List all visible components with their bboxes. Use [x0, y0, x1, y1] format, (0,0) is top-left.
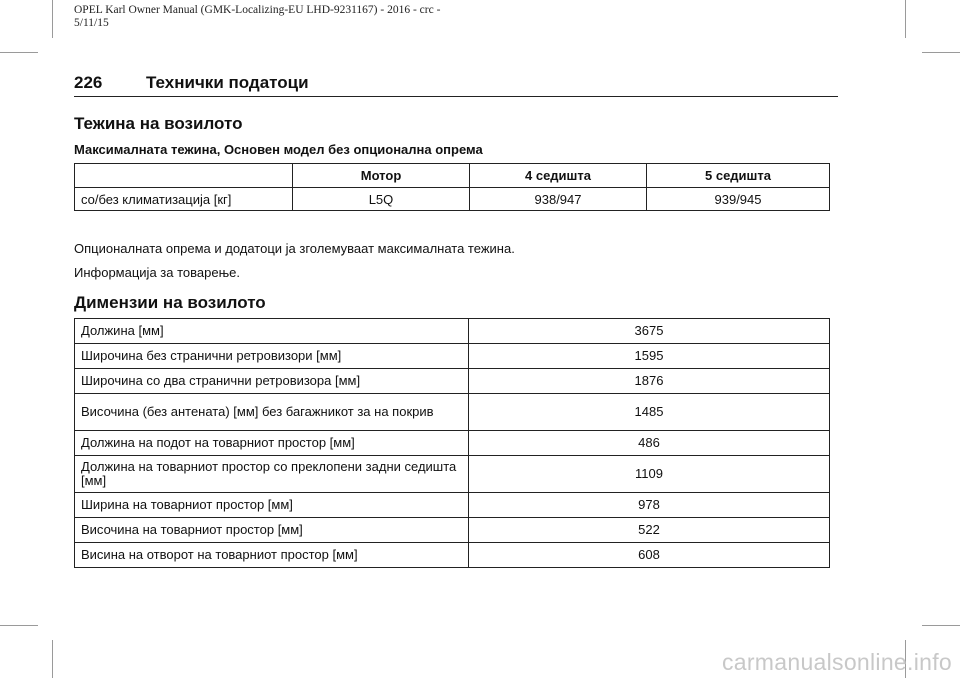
optional-equipment-note: Опционалната опрема и додатоци ја зголемуваат максималната тежина.: [74, 241, 515, 256]
crop-mark: [905, 0, 906, 38]
table-row: [75, 344, 830, 369]
dimension-value: 1876: [469, 369, 830, 394]
dimension-label: Висина на отворот на товарниот простор [мм]: [75, 543, 469, 568]
table-row: [75, 394, 830, 431]
weight-table-header-cell: [75, 164, 293, 188]
page-number: 226: [74, 73, 103, 92]
dimension-value: 1595: [469, 344, 830, 369]
dimension-label: Височина на товарниот простор [мм]: [75, 518, 469, 543]
dimensions-heading: Димензии на возилото: [74, 293, 266, 312]
table-row: [75, 319, 830, 344]
crop-mark: [922, 52, 960, 53]
dimension-value: 486: [469, 431, 830, 456]
table-row: [75, 456, 830, 493]
print-header-line-2: 5/11/15: [74, 17, 109, 29]
weight-table-header-row: [75, 164, 830, 188]
weight-table-cell: со/без климатизација [кг]: [75, 188, 293, 211]
watermark: carmanualsonline.info: [721, 649, 952, 675]
section-title: Технички податоци: [146, 73, 309, 92]
table-row: [75, 369, 830, 394]
weight-table-cell: L5Q: [293, 188, 470, 211]
print-header-note: [74, 4, 440, 30]
crop-mark: [0, 52, 38, 53]
dimension-label: Должина [мм]: [75, 319, 469, 344]
crop-mark: [0, 625, 38, 626]
dimension-value: 1109: [469, 456, 830, 493]
dimension-label: Широчина со два странични ретровизора [мм]: [75, 369, 469, 394]
dimension-value: 522: [469, 518, 830, 543]
dimension-value: 978: [469, 493, 830, 518]
dimension-label: Широчина без странични ретровизори [мм]: [75, 344, 469, 369]
crop-mark: [52, 640, 53, 678]
loading-info-note: Информација за товарење.: [74, 265, 240, 280]
weight-table-cell: 939/945: [647, 188, 830, 211]
table-row: [75, 518, 830, 543]
dimensions-table: [74, 318, 830, 568]
dimension-label: Ширина на товарниот простор [мм]: [75, 493, 469, 518]
weight-subheading: Максималната тежина, Основен модел без опционална опрема: [74, 142, 483, 157]
crop-mark: [52, 0, 53, 38]
dimension-value: 608: [469, 543, 830, 568]
dimension-label: Височина (без антената) [мм] без багажникот за на покрив: [75, 394, 469, 431]
print-header-line-1: OPEL Karl Owner Manual (GMK-Localizing-EU LHD-9231167) - 2016 - crc -: [74, 4, 441, 16]
weight-table-cell: 938/947: [470, 188, 647, 211]
page-header: [74, 70, 838, 97]
dimension-value: 3675: [469, 319, 830, 344]
weight-table-header-cell: Мотор: [293, 164, 470, 188]
table-row: [75, 188, 830, 211]
crop-mark: [922, 625, 960, 626]
dimension-label: Должина на товарниот простор со преклопени задни седишта [мм]: [75, 456, 469, 493]
dimension-label: Должина на подот на товарниот простор [мм]: [75, 431, 469, 456]
table-row: [75, 543, 830, 568]
weight-table: [74, 163, 830, 211]
weight-table-header-cell: 4 седишта: [470, 164, 647, 188]
weight-table-header-cell: 5 седишта: [647, 164, 830, 188]
table-row: [75, 431, 830, 456]
weight-heading: Тежина на возилото: [74, 114, 243, 133]
table-row: [75, 493, 830, 518]
dimension-value: 1485: [469, 394, 830, 431]
